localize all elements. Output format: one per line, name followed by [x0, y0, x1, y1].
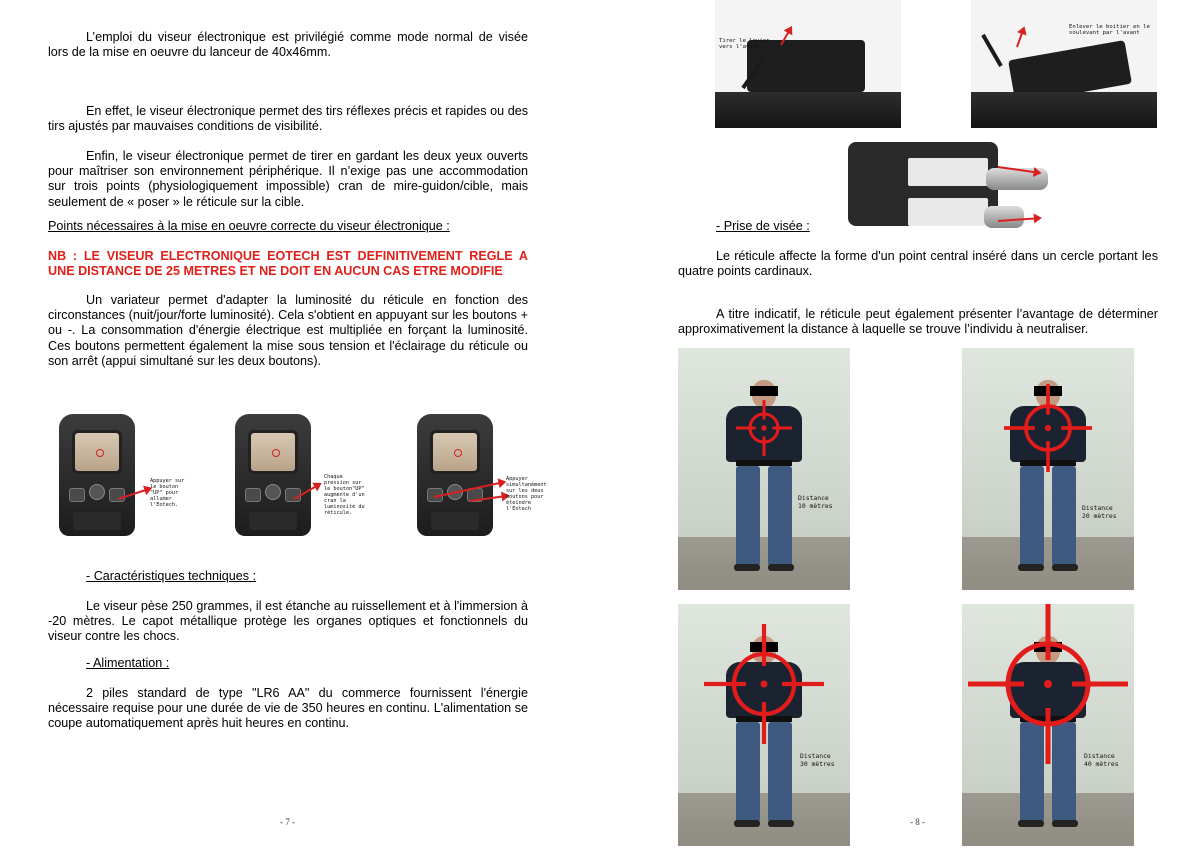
paragraph-reticule: Le réticule affecte la forme d'un point central inséré dans un cercle portant les quatre points cardinaux.	[678, 249, 1158, 279]
distance-photo-20m	[962, 348, 1134, 590]
scope-note: Appuyer sur le bouton "UP" pour allumer l'Eotech.	[150, 478, 185, 508]
scope-note: Appuyer simultanément sur les deux boutons pour éteindre l'Eotech	[506, 476, 547, 512]
distance-photo-40m	[962, 604, 1134, 846]
reticle-icon	[678, 604, 850, 846]
arrow-icon	[1016, 28, 1025, 47]
distance-label: Distance 20 mètres	[1082, 504, 1117, 520]
nb-warning: NB : LE VISEUR ELECTRONIQUE EOTECH EST DEFINITIVEMENT REGLE A UNE DISTANCE DE 25 METRES ET NE DOIT EN AUCUN CAS ETRE MODIFIE	[48, 249, 528, 279]
battery-removal-photo-lever	[715, 0, 901, 128]
page-number: - 7 -	[280, 817, 295, 827]
reticle-icon	[678, 348, 850, 590]
heading-prise-de-visee: - Prise de visée :	[716, 219, 810, 233]
paragraph-alimentation: 2 piles standard de type "LR6 AA" du commerce fournissent l'énergie nécessaire requise pour une durée de vie de 350 heures en continu. L'alimentation se coupe automatiquement après huit heures en continu.	[48, 686, 528, 731]
rail-note-lift: Enlever le boitier en le soulevant par l'avant	[1069, 24, 1150, 37]
eotech-photo-power-off	[410, 412, 550, 540]
eotech-photo-power-on	[52, 412, 192, 540]
reticle-dot-icon	[96, 449, 104, 457]
page-number: - 8 -	[910, 817, 925, 827]
reticle-icon	[962, 348, 1134, 590]
distance-photo-10m	[678, 348, 850, 590]
rail-note-lever: Tirer le levier vers l'avant	[719, 38, 770, 51]
distance-label: Distance 40 mètres	[1084, 752, 1119, 768]
paragraph-tirs-reflexes: En effet, le viseur électronique permet des tirs réflexes précis et rapides ou des tirs ajustés par mauvaises conditions de visibilité.	[48, 104, 528, 134]
reticle-dot-icon	[272, 449, 280, 457]
paragraph-emploi: L’emploi du viseur électronique est privilégié comme mode normal de visée lors de la mise en oeuvre du lanceur de 40x46mm.	[48, 30, 528, 60]
distance-label: Distance 10 mètres	[798, 494, 833, 510]
battery-removal-photo-lift	[971, 0, 1157, 128]
reticle-icon	[962, 604, 1134, 846]
scope-note: Chaque pression sur le bouton"UP" augmente d'un cran la luminosité du réticule.	[324, 474, 365, 516]
paragraph-indicatif: A titre indicatif, le réticule peut également présenter l’avantage de déterminer approximativement la distance à laquelle se trouve l’individu à neutraliser.	[678, 307, 1158, 337]
heading-points-necessaires: Points nécessaires à la mise en oeuvre correcte du viseur électronique :	[48, 219, 450, 233]
page-8	[600, 0, 1200, 854]
paragraph-deux-yeux: Enfin, le viseur électronique permet de tirer en gardant les deux yeux ouverts pour maîtriser son environnement périphérique. Il n’exige pas une accommodation sur trois points (physiologiquement impossible) cran de mire-guidon/cible, mais seulement de « poser » le réticule sur la cible.	[48, 149, 528, 209]
heading-caracteristiques: - Caractéristiques techniques :	[86, 569, 257, 583]
distance-label: Distance 30 mètres	[800, 752, 835, 768]
distance-photo-30m	[678, 604, 850, 846]
eotech-photo-brightness	[228, 412, 368, 540]
paragraph-variateur: Un variateur permet d'adapter la luminosité du réticule en fonction des circonstances (nuit/jour/forte luminosité). Cela s'obtient en appuyant sur les boutons + ou -. La consommation d'énergie électrique est multipliée en forçant la luminosité. Ces boutons permettent également la mise sous tension et l'éclairage du réticule ou son arrêt (appui simultané sur les deux boutons).	[48, 293, 528, 368]
reticle-dot-icon	[454, 449, 462, 457]
paragraph-caracteristiques: Le viseur pèse 250 grammes, il est étanche au ruissellement et à l'immersion à -20 mètres. Le capot métallique protège les organes optiques et fonctionnels du viseur contre les chocs.	[48, 599, 528, 644]
heading-alimentation: - Alimentation :	[86, 656, 170, 670]
